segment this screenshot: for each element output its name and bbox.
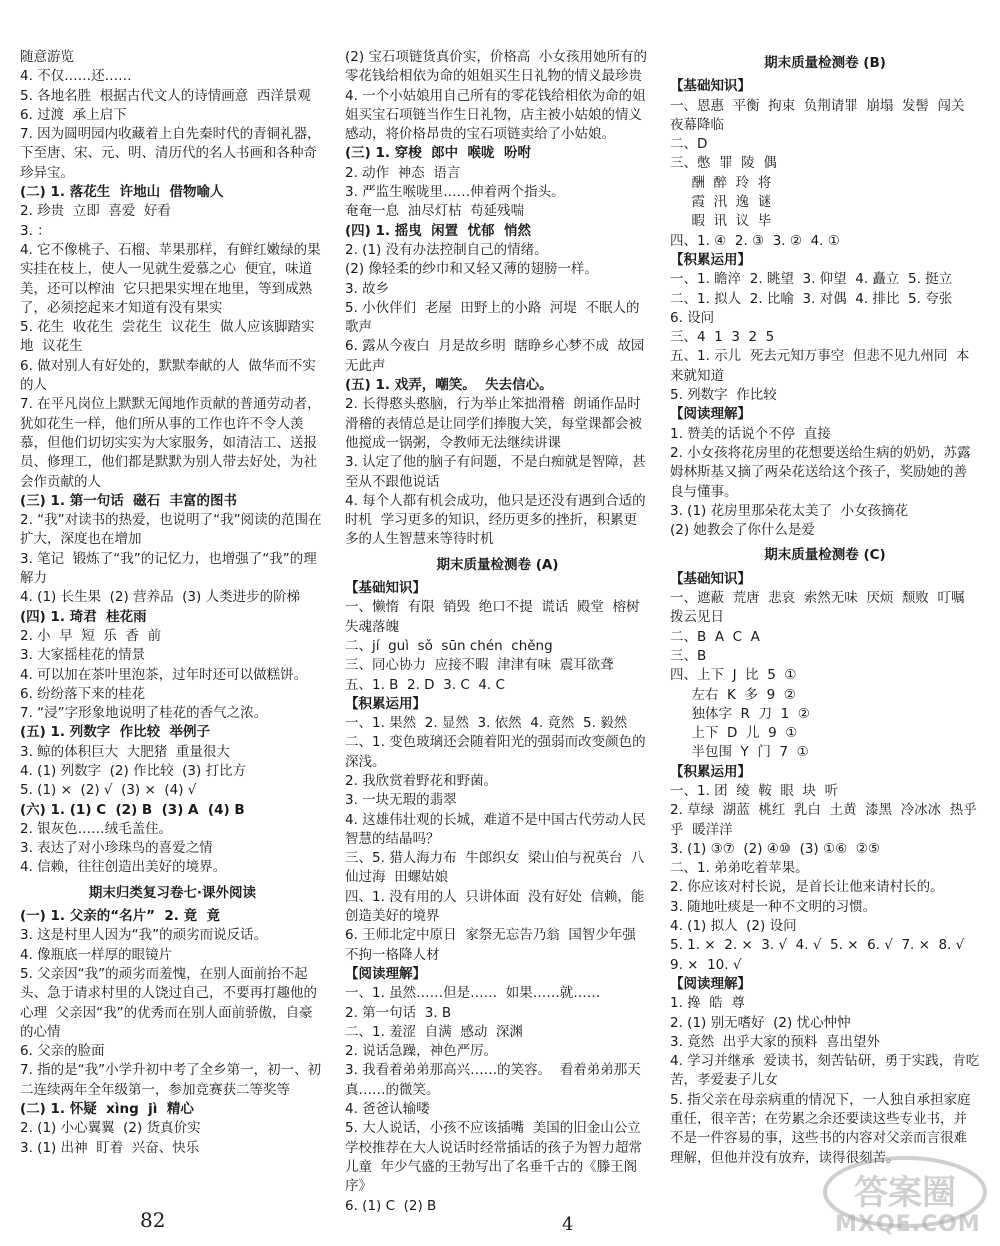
section-heading: 【阅读理解】 xyxy=(670,975,751,992)
answer-line: 6. 过渡 承上启下 xyxy=(20,106,127,123)
answer-line: 4. 它不像桃子、石榴、苹果那样，有鲜红嫩绿的果实挂在枝上，使人一见就生爱慕之心 便宜，味道美，还可以榨油 它只把果实埋在地里，等到成熟了，必须挖起来才知道有没有果实 xyxy=(20,241,321,316)
section-heading: (五) 1. 列数字 作比较 举例子 xyxy=(20,724,211,741)
answer-line: 二、1. 拟人 2. 比喻 3. 对偶 4. 排比 5. 夸张 xyxy=(670,290,953,307)
answer-line: 2. (1) 没有办法控制自己的情绪。 xyxy=(345,241,548,258)
answer-line: 一、1. 虽然……但是…… 如果……就…… xyxy=(345,985,601,1002)
answer-line: 二、1. 弟弟吃着苹果。 xyxy=(670,860,809,877)
answer-line: 3. 认定了他的脑子有问题，不是白痴就是智障，甚至从不跟他说话 xyxy=(345,454,646,490)
answer-line: 三、憋 罪 陵 偶 xyxy=(670,155,777,172)
section-heading: (二) 1. 怀疑 xìng jì 精心 xyxy=(20,1101,194,1118)
section-heading: (四) 1. 摇曳 闲置 忧郁 悄然 xyxy=(345,222,531,239)
answer-line: 7. 因为圆明园内收藏着上自先秦时代的青铜礼器，下至唐、宋、元、明、清历代的名人书画和各种奇珍异宝。 xyxy=(20,126,321,181)
answer-line: 2. 动作 神态 语言 xyxy=(345,164,461,181)
answer-column-3 xyxy=(670,48,980,1168)
answer-line: 6. 露从今夜白 月是故乡明 瞎睁乡心梦不成 故园无此声 xyxy=(345,338,645,374)
section-title: 期末归类复习卷七·课外阅读 xyxy=(88,884,257,901)
section-heading: 【基础知识】 xyxy=(670,78,751,95)
section-heading: (三) 1. 第一句话 磁石 丰富的图书 xyxy=(20,492,238,509)
answer-line: 6. 父亲的脸面 xyxy=(20,1043,105,1060)
answer-line: 一、1. 果然 2. 显然 3. 依然 4. 竟然 5. 毅然 xyxy=(345,715,628,732)
answer-line: 霞 汛 逸 谜 xyxy=(670,194,772,211)
section-heading: 【基础知识】 xyxy=(345,580,426,597)
answer-line: 3. (1) 出神 盯着 兴奋、快乐 xyxy=(20,1139,200,1156)
answer-line: 二、B A C A xyxy=(670,628,760,645)
answer-line: 3. 竟然 出乎大家的预料 喜出望外 xyxy=(670,1033,880,1050)
answer-line: 6. 设问 xyxy=(670,309,715,326)
answer-line: 5. (1) × (2) √ (3) × (4) √ xyxy=(20,782,197,799)
answer-line: (2) 她教会了你什么是爱 xyxy=(670,522,815,539)
answer-line: 2. 你应该对村长说，是首长让他来请村长的。 xyxy=(670,879,944,896)
answer-line: 2. 第一句话 3. B xyxy=(345,1004,452,1021)
answer-line: 7. 指的是“我”小学升初中考了全乡第一，初一、初二连续两年全年级第一，参加竞赛获二等奖等 xyxy=(20,1062,322,1098)
answer-line: 5. 1. × 2. × 3. √ 4. √ 5. × 6. √ 7. × 8. √ 9. × 10. √ xyxy=(670,937,973,973)
answer-line: 3. 鲸的体积巨大 大肥猪 重量很大 xyxy=(20,743,230,760)
answer-line: 三、同心协力 应接不暇 津津有味 震耳欲聋 xyxy=(345,657,614,674)
answer-line: 二、1. 羞涩 自满 感动 深渊 xyxy=(345,1023,523,1040)
answer-line: 3. 严监生喉咙里……伸着两个指头。 xyxy=(345,184,565,201)
answer-line: 2. “我”对读书的热爱，也说明了“我”阅读的范围在扩大，深度也在增加 xyxy=(20,512,322,548)
answer-line: 5. 各地名胜 根据古代文人的诗情画意 西洋景观 xyxy=(20,87,311,104)
answer-line: 4. (1) 列数字 (2) 作比较 (3) 打比方 xyxy=(20,762,247,779)
answer-line: 5. 花生 收花生 尝花生 议花生 做人应该脚踏实地 议花生 xyxy=(20,319,315,355)
answer-line: 5. 大人说话，小孩不应该插嘴 美国的旧金山公立学校推荐在大人说话时经常插话的孩子为智力超常儿童 年少气盛的王勃写出了名垂千古的《滕王阁序》 xyxy=(345,1120,642,1195)
answer-line: 1. 赞美的话说个不停 直接 xyxy=(670,425,831,442)
answer-line: 7. “浸”字形象地说明了桂花的香气之浓。 xyxy=(20,705,268,722)
answer-line: 2. 我欣赏着野花和野菌。 xyxy=(345,772,498,789)
section-heading: (六) 1. (1) C (2) B (3) A (4) B xyxy=(20,801,245,818)
answer-line: 一、1. 瞻淬 2. 眺望 3. 仰望 4. 矗立 5. 挺立 xyxy=(670,271,953,288)
answer-line: 3. 一块无瑕的翡翠 xyxy=(345,792,457,809)
answer-line: 6. 做对别人有好处的，默默奉献的人 做华而不实的人 xyxy=(20,357,316,394)
answer-line: 五、1. 示儿 死去元知万事空 但悲不见九州同 本来就知道 xyxy=(670,348,970,384)
answer-line: 上下 D 儿 9 ① xyxy=(670,725,798,742)
answer-column-1 xyxy=(20,48,325,1158)
answer-line: 随意游览 xyxy=(20,49,74,65)
answer-line: 二、jí guì sǒ sūn chén chěng xyxy=(345,637,553,654)
answer-line: 五、1. B 2. D 3. C 4. C xyxy=(345,676,505,693)
answer-line: 6. 纷纷落下来的桂花 xyxy=(20,685,146,702)
answer-line: 4. 可以加在茶叶里泡茶，过年时还可以做糕饼。 xyxy=(20,666,308,683)
answer-line: 2. 说话急躁，神色严厉。 xyxy=(345,1043,498,1060)
svg-text:答案圈: 答案圈 xyxy=(854,1173,956,1213)
answer-line: (2) 像轻柔的纱巾和又轻又薄的翅膀一样。 xyxy=(345,261,598,278)
answer-column-2 xyxy=(345,48,650,1216)
answer-line: 5. 父亲因“我”的顽劣而羞愧，在别人面前抬不起头、急于请求村里的人饶过自己，不要再打趣他的心理 父亲因“我”的优秀而在别人面前骄傲，自豪的心情 xyxy=(20,965,317,1040)
answer-line: 2. 珍贵 立即 喜爱 好看 xyxy=(20,203,171,220)
answer-line: 4. 这雄伟壮观的长城，难道不是中国古代劳动人民智慧的结晶吗？ xyxy=(345,811,646,847)
answer-line: 2. 草绿 湖蓝 桃红 乳白 土黄 漆黑 冷冰冰 热乎乎 暖洋洋 xyxy=(670,802,977,838)
section-heading: 【阅读理解】 xyxy=(345,965,426,982)
answer-line: 7. 在平凡岗位上默默无闻地作贡献的普通劳动者，犹如花生一样，他们所从事的工作也许不令人羡慕，但他们切切实实为大家服务，如清洁工、送报员、修理工，他们都是默默为别人带去好处，为社会作贡献的人 xyxy=(20,396,321,490)
section-heading: 【积累运用】 xyxy=(670,763,751,780)
answer-line: 4. 像瓶底一样厚的眼镜片 xyxy=(20,946,173,963)
answer-line: 2. 银灰色……绒毛盖住。 xyxy=(20,820,173,837)
answer-line: 一、遮蔽 荒唐 悲哀 索然无味 厌烦 颓败 叮嘱 拨云见日 xyxy=(670,590,974,626)
answer-line: 二、1. 变色玻璃还会随着阳光的强弱而改变颜色的深浅。 xyxy=(345,734,646,770)
section-title: 期末质量检测卷 (B) xyxy=(764,55,886,71)
answer-line: 独体字 R 刀 1 ② xyxy=(670,705,810,722)
answer-line: 3. 我看着弟弟那高兴……的笑容。 看着弟弟那天真……的微笑。 xyxy=(345,1062,641,1098)
answer-line: 4. 不仅……还…… xyxy=(20,68,132,85)
answer-line: 2. 长得憨头憨脑，行为举止笨拙滑稽 朗诵作品时滑稽的表情总是让同学们捧腹大笑，每堂课都会被他搅成一锅粥，令教师无法继续讲课 xyxy=(345,396,642,451)
answer-line: 四、1. 没有用的人 只讲体面 没有好处 信赖，能创造美好的境界 xyxy=(345,888,645,925)
section-heading: 【基础知识】 xyxy=(670,570,751,587)
answer-line: 2. 小 早 短 乐 香 前 xyxy=(20,627,162,644)
answer-line: 三、B xyxy=(670,647,707,664)
answer-line: 4. (1) 拟人 (2) 设问 xyxy=(670,918,797,935)
section-heading: (二) 1. 落花生 许地山 借物喻人 xyxy=(20,184,224,201)
section-heading: (四) 1. 琦君 桂花雨 xyxy=(20,608,147,625)
section-heading: 【积累运用】 xyxy=(345,695,426,712)
answer-line: 1. 搀 皓 尊 xyxy=(670,995,745,1012)
handwritten-mark: 4 xyxy=(562,1214,574,1235)
answer-line: 一、1. 团 绫 鞍 眼 块 听 xyxy=(670,782,839,799)
answer-line: 四、1. ④ 2. ③ 3. ② 4. ① xyxy=(670,232,840,249)
answer-line: 6. 王师北定中原日 家祭无忘告乃翁 国智少年强 不拘一格降人材 xyxy=(345,927,645,963)
section-title: 期末质量检测卷 (C) xyxy=(764,547,886,564)
answer-line: 半包围 Y 门 7 ① xyxy=(670,744,809,761)
answer-line: 三、5. 猎人海力布 牛郎织女 梁山伯与祝英台 八仙过海 田螺姑娘 xyxy=(345,850,645,886)
answer-line: 四、上下 J 比 5 ① xyxy=(670,667,797,684)
answer-line: 4. 爸爸认输喽 xyxy=(345,1101,430,1118)
answer-line: 二、D xyxy=(670,136,708,153)
answer-line: 左右 K 多 9 ② xyxy=(670,686,796,703)
watermark-site: MXQE.COM xyxy=(835,1212,981,1237)
answer-line: 奄奄一息 油尽灯枯 苟延残喘 xyxy=(345,203,525,220)
answer-line: 3. 笔记 锻炼了“我”的记忆力，也增强了“我”的理解力 xyxy=(20,550,317,587)
answer-line: 5. 小伙伴们 老屋 田野上的小路 河堤 不眠人的歌声 xyxy=(345,299,640,336)
section-heading: (三) 1. 穿梭 郎中 喉咙 吩咐 xyxy=(345,145,531,162)
answer-line: 4. 一个小姑娘用自己所有的零花钱给相依为命的姐姐买宝石项链当作生日礼物，店主被小姑娘的情义感动，将价格昂贵的宝石项链卖给了小姑娘。 xyxy=(345,87,646,143)
answer-line: 3. 这是村里人因为“我”的顽劣而说反话。 xyxy=(20,927,268,944)
answer-line: 3. ： xyxy=(20,222,51,239)
answer-line: 4. (1) 长生果 (2) 营养品 (3) 人类进步的阶梯 xyxy=(20,589,301,606)
answer-line: 4. 每个人都有机会成功，他只是还没有遇到合适的时机 学习更多的知识，经历更多的挫折，积累更多的人生智慧来等待时机 xyxy=(345,492,646,548)
answer-line: 4. 信赖，往往创造出美好的境界。 xyxy=(20,859,227,876)
answer-line: 3. 大家摇桂花的情景 xyxy=(20,647,146,664)
answer-line: 2. 小女孩将花房里的花想要送给生病的奶奶，苏露姆林斯基又摘了两朵花送给这个孩子，奖励她的善良与懂事。 xyxy=(670,444,971,500)
answer-line: 4. 学习并继承 爱读书，刻苦钻研，勇于实践，肯吃苦，孝爱妻子儿女 xyxy=(670,1053,980,1089)
answer-line: 三、4 1 3 2 5 xyxy=(670,329,775,346)
answer-line: 一、恩惠 平衡 拘束 负荆请罪 崩塌 发髻 闯关 夜幕降临 xyxy=(670,97,974,133)
page-number: 82 xyxy=(140,1208,166,1232)
answer-line: 暇 讯 议 毕 xyxy=(670,213,772,230)
answer-line: 6. (1) C (2) B xyxy=(345,1197,437,1214)
answer-line: 3. 随地吐痰是一种不文明的习惯。 xyxy=(670,898,877,915)
answer-line: 2. (1) 别无嗜好 (2) 忧心忡忡 xyxy=(670,1014,851,1031)
section-heading: 【积累运用】 xyxy=(670,251,751,268)
section-heading: 【阅读理解】 xyxy=(670,406,751,423)
answer-line: 5. 指父亲在母亲病重的情况下，一人独自承担家庭重任，很辛苦；在劳累之余还要读这些专业书，并不是一件容易的事，这些书的内容对父亲而言很难理解，但他并没有放弃，读得很刻苦。 xyxy=(670,1091,971,1166)
answer-line: 3. 表达了对小珍珠鸟的喜爱之情 xyxy=(20,840,213,857)
answer-line: 3. 故乡 xyxy=(345,280,390,297)
answer-line: 酬 醉 玲 将 xyxy=(670,174,772,191)
answer-line: 3. (1) 花房里那朵花太美了 小女孩摘花 xyxy=(670,502,909,519)
section-heading: (五) 1. 戏弄，嘲笑。 失去信心。 xyxy=(345,377,553,394)
answer-line: (2) 宝石项链货真价实，价格高 小女孩用她所有的零花钱给相依为命的姐姐买生日礼物的情义最珍贵 xyxy=(345,49,647,85)
answer-line: 一、懒惰 有限 销毁 绝口不提 谎话 殿堂 榕树 失魂落魄 xyxy=(345,599,649,635)
section-heading: (一) 1. 父亲的“名片” 2. 竟 竟 xyxy=(20,908,221,925)
section-title: 期末质量检测卷 (A) xyxy=(436,556,559,573)
answer-line: 3. (1) ③⑦ (2) ④⑩ (3) ①⑥ ②⑤ xyxy=(670,840,880,857)
answer-line: 5. 列数字 作比较 xyxy=(670,387,777,404)
answer-line: 2. (1) 小心翼翼 (2) 货真价实 xyxy=(20,1120,201,1137)
